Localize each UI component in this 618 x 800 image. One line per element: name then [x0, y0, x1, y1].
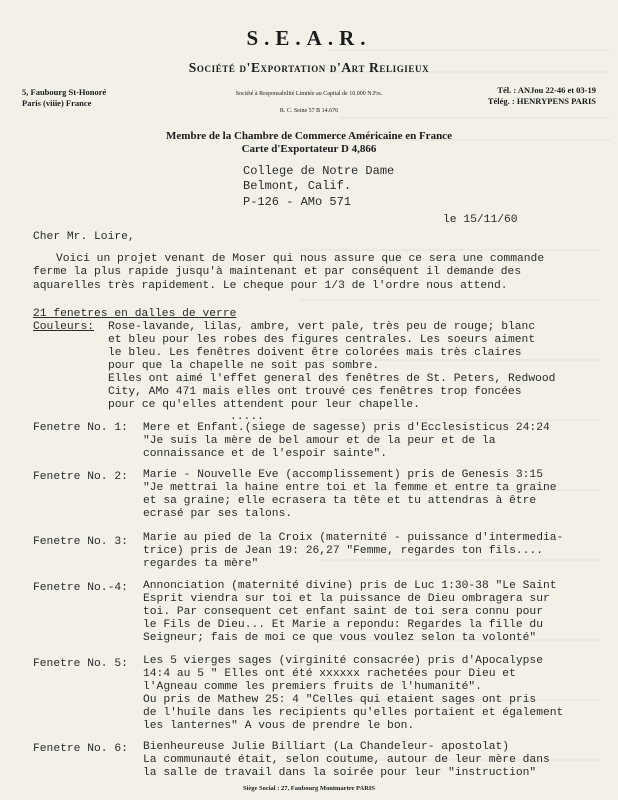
colors-line: Elles ont aimé l'effet general des fenêtres de St. Peters, Redwood — [108, 373, 556, 385]
address-line-1: 5, Faubourg St-Honoré — [22, 87, 107, 97]
recipient-line-3: P-126 - AMo 571 — [243, 195, 352, 209]
intro-line: aquarelles très rapidement. Le cheque pour 1/3 de l'ordre nous attend. — [33, 280, 508, 292]
window-line: toi. Par consequent cet enfant saint de toi sera connu pour — [143, 606, 543, 618]
window-line: Mere et Enfant.(siege de sagesse) pris d'Ecclesisticus 24:24 — [143, 422, 550, 434]
window-line: de l'huile dans les recipients qu'elles portaient et également — [143, 707, 564, 719]
window-line: trice) pris de Jean 19: 26,27 "Femme, regardes ton fils.... — [143, 545, 543, 557]
window-label: Fenetre No.-4: — [33, 582, 128, 594]
window-line: 14:4 au 5 " Elles ont été xxxxxx rachetées pour Dieu et — [143, 668, 516, 680]
colors-line: Rose-lavande, lilas, ambre, vert pale, très peu de rouge; blanc — [108, 321, 536, 333]
intro-line: Voici un projet venant de Moser qui nous assure que ce sera une commande — [56, 253, 545, 265]
colors-line: et bleu pour les robes des figures centrales. Les soeurs aiment — [108, 334, 536, 346]
window-line: le Fils de Dieu... Et Marie a repondu: Regardes la fille du — [143, 619, 543, 631]
address-line-2: Paris (viiie) France — [22, 98, 92, 108]
window-line: ecrasé par ses talons. — [143, 508, 293, 520]
recipient-line-1: College de Notre Dame — [243, 164, 395, 178]
window-line: Annonciation (maternité divine) pris de Luc 1:30-38 "Le Saint — [143, 580, 557, 592]
colors-line: ..... — [230, 411, 264, 423]
window-line: "Je mettrai la haine entre toi et la femme et entre ta graine — [143, 482, 557, 494]
brand-acronym: S.E.A.R. — [246, 26, 372, 50]
exporter-card: Carte d'Exportateur D 4,866 — [241, 143, 377, 155]
window-line: Marie - Nouvelle Eve (accomplissement) pris de Genesis 3:15 — [143, 469, 543, 481]
window-line: Bienheureuse Julie Billiart (La Chandeleur- apostolat) — [143, 741, 510, 753]
window-label: Fenetre No. 2: — [33, 471, 128, 483]
telegram: Télég. : HENRYPENS PARIS — [487, 96, 596, 106]
colors-label: Couleurs: — [33, 321, 95, 333]
registry-number: R. C. Seine 57 B 14.676 — [279, 108, 339, 114]
window-line: les lanternes" A vous de prendre le bon. — [143, 720, 415, 732]
window-line: connaissance et de l'espoir sainte". — [143, 448, 388, 460]
colors-line: pour ce qu'elles attendent pour leur chapelle. — [108, 399, 420, 411]
section-heading: 21 fenetres en dalles de verre — [33, 308, 237, 320]
window-line: Marie au pied de la Croix (maternité - puissance d'intermedia- — [143, 532, 564, 544]
letter-date: le 15/11/60 — [443, 214, 518, 226]
window-line: La communauté était, selon coutume, autour de leur mère dans — [143, 754, 550, 766]
window-line: "Je suis la mère de bel amour et de la peur et de la — [143, 435, 496, 447]
window-line: Ou pris de Mathew 25: 4 "Celles qui etaient sages ont pris — [143, 694, 537, 706]
window-line: Seigneur; fais de moi ce que vous voulez selon ta volonté" — [143, 632, 537, 644]
window-label: Fenetre No. 1: — [33, 422, 128, 434]
window-label: Fenetre No. 3: — [33, 536, 128, 548]
colors-line: City, AMo 471 mais elles ont trouvé ces fenêtres trop foncées — [108, 386, 522, 398]
colors-line: pour que la chapelle ne soit pas sombre. — [108, 360, 380, 372]
legal-status: Société à Responsabilité Limitée au Capital de 10.000 N.Frs. — [235, 91, 383, 97]
window-label: Fenetre No. 6: — [33, 743, 128, 755]
recipient-line-2: Belmont, Calif. — [243, 179, 352, 193]
colors-line: le bleu. Les fenêtres doivent être colorées mais très claires — [108, 347, 522, 359]
window-line: la salle de travail dans la soirée pour leur "instruction" — [143, 767, 537, 779]
window-line: regardes ta mère" — [143, 558, 259, 570]
window-line: l'Agneau comme les premiers fruits de l'humanité". — [143, 681, 482, 693]
window-line: Esprit viendra sur toi et la puissance de Dieu ombragera sur — [143, 593, 550, 605]
company-name: Société d'Exportation d'Art Religieux — [188, 60, 430, 75]
window-line: Les 5 vierges sages (virginité consacrée) pris d'Apocalypse — [143, 655, 543, 667]
registered-office: Siège Social : 27, Faubourg Montmartre PARIS — [242, 785, 376, 792]
chamber-membership: Membre de la Chambre de Commerce Américaine en France — [166, 130, 452, 142]
window-label: Fenetre No. 5: — [33, 658, 128, 670]
window-line: et sa graine; elle ecrasera ta tête et tu attendras à être — [143, 495, 537, 507]
telephone: Tél. : ANJou 22-46 et 03-19 — [497, 85, 596, 95]
salutation: Cher Mr. Loire, — [33, 231, 135, 243]
intro-line: ferme la plus rapide jusqu'à maintenant et par conséquent il demande des — [33, 266, 522, 278]
